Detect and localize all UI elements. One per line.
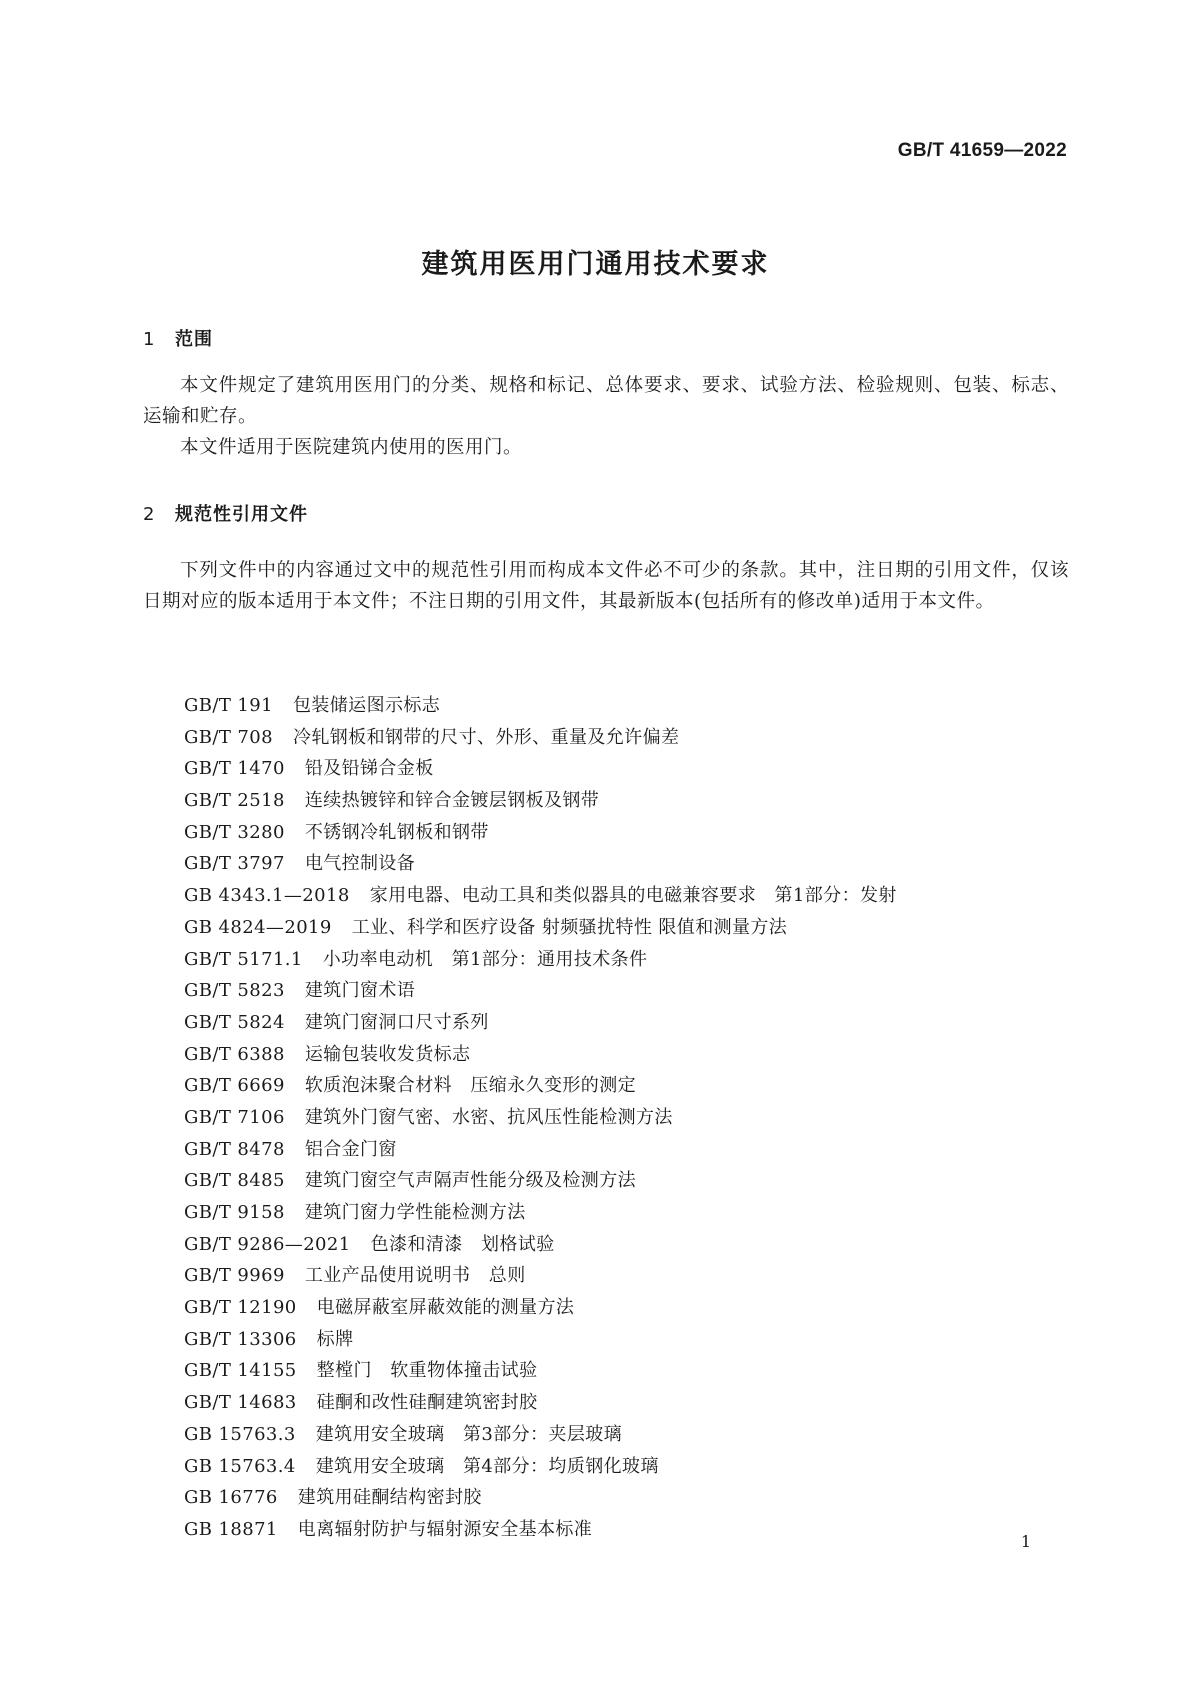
- reference-item: [184, 722, 897, 754]
- reference-item: [184, 1451, 897, 1483]
- reference-code: GB/T 3280: [184, 821, 285, 843]
- reference-code: GB 4343.1—2018: [184, 885, 350, 907]
- reference-title: 不锈钢冷轧钢板和钢带: [304, 821, 489, 843]
- reference-title: 建筑用硅酮结构密封胶: [297, 1487, 482, 1509]
- reference-title: 工业、科学和医疗设备 射频骚扰特性 限值和测量方法: [351, 916, 788, 938]
- reference-title: 冷轧钢板和钢带的尺寸、外形、重量及允许偏差: [292, 726, 680, 748]
- reference-title: 建筑门窗术语: [304, 980, 416, 1002]
- reference-item: [184, 1387, 897, 1419]
- reference-title: 软质泡沫聚合材料 压缩永久变形的测定: [304, 1075, 637, 1097]
- reference-list: [184, 690, 897, 1546]
- reference-title: 家用电器、电动工具和类似器具的电磁兼容要求 第1部分：发射: [369, 885, 897, 907]
- reference-item: [184, 1260, 897, 1292]
- reference-code: GB 18871: [184, 1518, 278, 1540]
- reference-title: 小功率电动机 第1部分：通用技术条件: [322, 948, 648, 970]
- reference-title: 硅酮和改性硅酮建筑密封胶: [316, 1392, 538, 1414]
- reference-code: GB/T 14155: [184, 1360, 297, 1382]
- reference-item: [184, 975, 897, 1007]
- reference-code: GB 4824—2019: [184, 916, 332, 938]
- reference-code: GB/T 3797: [184, 853, 285, 875]
- section-heading-scope: [143, 325, 213, 351]
- reference-title: 建筑外门窗气密、水密、抗风压性能检测方法: [304, 1106, 673, 1128]
- reference-code: GB/T 12190: [184, 1297, 297, 1319]
- reference-code: GB 15763.4: [184, 1455, 296, 1477]
- reference-code: GB/T 2518: [184, 790, 285, 812]
- reference-title: 建筑门窗洞口尺寸系列: [304, 1011, 489, 1033]
- reference-item: [184, 1482, 897, 1514]
- reference-title: 整樘门 软重物体撞击试验: [316, 1360, 538, 1382]
- reference-title: 连续热镀锌和锌合金镀层钢板及钢带: [304, 790, 600, 812]
- reference-item: [184, 912, 897, 944]
- reference-title: 电离辐射防护与辐射源安全基本标准: [297, 1518, 593, 1540]
- document-code: GB/T 41659—2022: [897, 140, 1067, 161]
- reference-item: [184, 1039, 897, 1071]
- reference-code: GB/T 9158: [184, 1202, 285, 1223]
- reference-code: GB/T 13306: [184, 1328, 297, 1350]
- reference-code: GB/T 14683: [184, 1392, 297, 1414]
- reference-code: GB/T 5823: [184, 980, 285, 1002]
- reference-title: 建筑门窗力学性能检测方法: [304, 1202, 526, 1223]
- scope-paragraph-2: 本文件适用于医院建筑内使用的医用门。: [180, 437, 523, 458]
- reference-item: [184, 1355, 897, 1387]
- reference-code: GB/T 708: [184, 726, 273, 748]
- reference-title: 建筑用安全玻璃 第4部分：均质钢化玻璃: [315, 1455, 659, 1477]
- reference-title: 建筑门窗空气声隔声性能分级及检测方法: [304, 1170, 637, 1192]
- reference-item: [184, 1514, 897, 1546]
- reference-code: GB/T 6388: [184, 1043, 285, 1065]
- reference-code: GB/T 5171.1: [184, 948, 303, 970]
- reference-item: [184, 1102, 897, 1134]
- page-number: 1: [1020, 1532, 1031, 1551]
- reference-title: 铝合金门窗: [304, 1138, 397, 1160]
- reference-code: GB/T 5824: [184, 1011, 285, 1033]
- reference-title: 色漆和清漆 划格试验: [370, 1233, 555, 1255]
- section-title: 规范性引用文件: [175, 504, 308, 525]
- reference-code: GB/T 7106: [184, 1106, 285, 1128]
- reference-title: 标牌: [316, 1328, 354, 1350]
- reference-code: GB/T 6669: [184, 1075, 285, 1097]
- reference-title: 工业产品使用说明书 总则: [304, 1265, 526, 1287]
- reference-item: [184, 690, 897, 722]
- reference-title: 包装储运图示标志: [292, 695, 441, 716]
- reference-item: [184, 944, 897, 976]
- reference-title: 电磁屏蔽室屏蔽效能的测量方法: [316, 1297, 575, 1319]
- reference-item: [184, 1007, 897, 1039]
- reference-code: GB/T 191: [184, 695, 273, 716]
- reference-item: [184, 753, 897, 785]
- reference-item: [184, 1134, 897, 1166]
- scope-paragraph-1: 本文件规定了建筑用医用门的分类、规格和标记、总体要求、要求、试验方法、检验规则、包装、标志、运输和贮存。: [143, 375, 1069, 427]
- document-title: 建筑用医用门通用技术要求: [421, 249, 770, 280]
- reference-code: GB 16776: [184, 1487, 278, 1509]
- reference-item: [184, 1070, 897, 1102]
- reference-code: GB/T 8485: [184, 1170, 285, 1192]
- reference-code: GB 15763.3: [184, 1423, 296, 1445]
- reference-item: [184, 1229, 897, 1261]
- reference-item: [184, 1197, 897, 1229]
- reference-item: [184, 817, 897, 849]
- reference-item: [184, 1165, 897, 1197]
- reference-title: 运输包装收发货标志: [304, 1043, 471, 1065]
- reference-item: [184, 880, 897, 912]
- reference-item: [184, 1292, 897, 1324]
- reference-item: [184, 1419, 897, 1451]
- reference-code: GB/T 9286—2021: [184, 1233, 351, 1255]
- reference-code: GB/T 9969: [184, 1265, 285, 1287]
- section-number: 2: [143, 504, 156, 525]
- section-heading-normative-references: [143, 500, 308, 526]
- references-intro-paragraph: 下列文件中的内容通过文中的规范性引用而构成本文件必不可少的条款。其中，注日期的引用文件，仅该日期对应的版本适用于本文件；不注日期的引用文件，其最新版本(包括所有的修改单)适用于本文件。: [143, 560, 1069, 612]
- reference-code: GB/T 1470: [184, 758, 285, 780]
- reference-item: [184, 785, 897, 817]
- section-title: 范围: [175, 329, 213, 350]
- reference-title: 电气控制设备: [304, 853, 416, 875]
- reference-title: 铅及铅锑合金板: [304, 758, 434, 780]
- reference-title: 建筑用安全玻璃 第3部分：夹层玻璃: [315, 1423, 623, 1445]
- reference-item: [184, 848, 897, 880]
- reference-item: [184, 1324, 897, 1356]
- reference-code: GB/T 8478: [184, 1138, 285, 1160]
- section-number: 1: [143, 329, 156, 350]
